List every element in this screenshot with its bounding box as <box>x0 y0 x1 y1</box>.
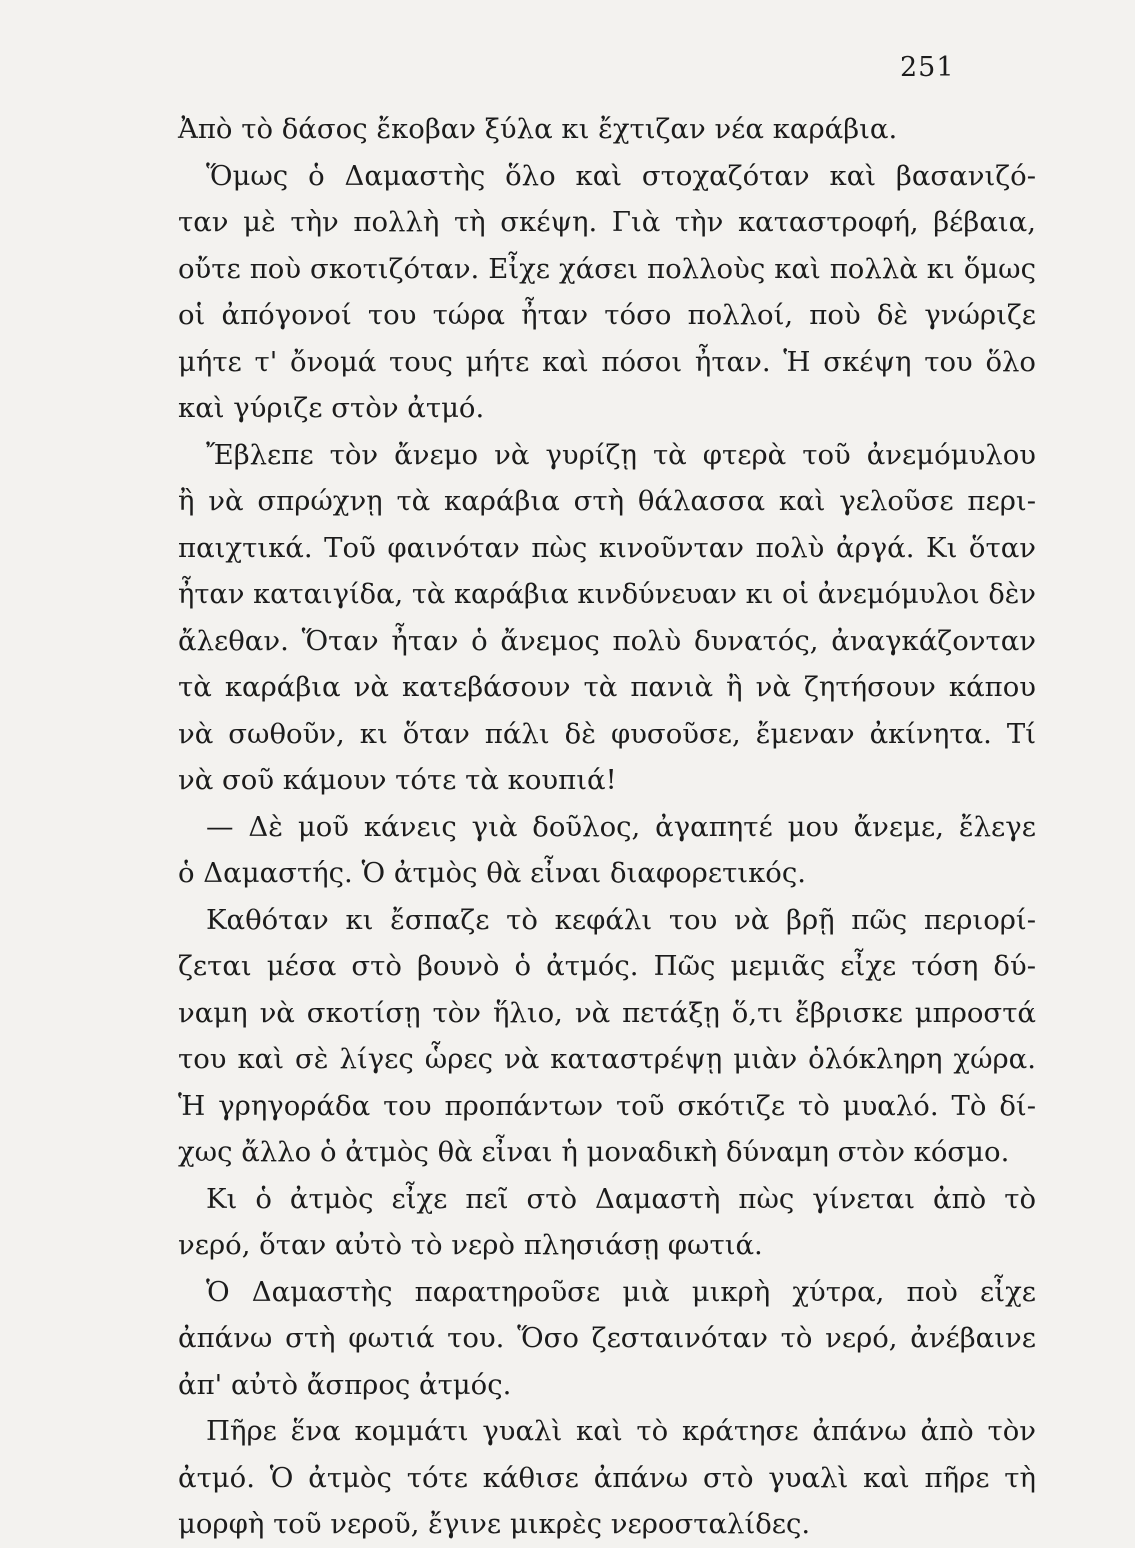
text-line: Καθόταν κι ἔσπαζε τὸ κεφάλι του νὰ βρῇ πῶς περιορί- <box>206 903 1036 936</box>
text-line: ἀπ' αὐτὸ ἄσπρος ἀτμός. <box>178 1368 512 1401</box>
text-line: καὶ γύριζε στὸν ἀτμό. <box>178 392 485 424</box>
text-line: μήτε τ' ὄνομά τους μήτε καὶ πόσοι ἦταν. Ἡ σκέψη του ὅλο <box>178 345 1036 378</box>
text-line: ὁ Δαμαστής. Ὁ ἀτμὸς θὰ εἶναι διαφορετικός. <box>178 857 806 889</box>
text-line: Ἔβλεπε τὸν ἄνεμο νὰ γυρίζῃ τὰ φτερὰ τοῦ ἀνεμόμυλου <box>206 438 1036 471</box>
text-line: Πῆρε ἕνα κομμάτι γυαλὶ καὶ τὸ κράτησε ἀπάνω ἀπὸ τὸν <box>206 1415 1036 1447</box>
text-line: ἀτμό. Ὁ ἀτμὸς τότε κάθισε ἀπάνω στὸ γυαλὶ καὶ πῆρε τὴ <box>178 1461 1036 1494</box>
text-line: ταν μὲ τὴν πολλὴ τὴ σκέψη. Γιὰ τὴν καταστροφή, βέβαια, <box>178 206 1036 238</box>
text-line: νὰ σοῦ κάμουν τότε τὰ κουπιά! <box>178 764 617 796</box>
text-line: νὰ σωθοῦν, κι ὅταν πάλι δὲ φυσοῦσε, ἔμεναν ἀκίνητα. Τί <box>178 717 1036 750</box>
text-line: Ὅμως ὁ Δαμαστὴς ὅλο καὶ στοχαζόταν καὶ βασανιζό- <box>206 159 1036 192</box>
text-line: του καὶ σὲ λίγες ὧρες νὰ καταστρέψῃ μιὰν ὁλόκληρη χώρα. <box>178 1043 1036 1075</box>
body-text <box>178 106 1036 1548</box>
text-line: τὰ καράβια νὰ κατεβάσουν τὰ πανιὰ ἢ νὰ ζητήσουν κάπου <box>178 671 1036 703</box>
text-line: Ὁ Δαμαστὴς παρατηροῦσε μιὰ μικρὴ χύτρα, ποὺ εἶχε <box>206 1275 1036 1308</box>
text-line: ἄλεθαν. Ὅταν ἦταν ὁ ἄνεμος πολὺ δυνατός, ἀναγκάζονταν <box>178 624 1036 657</box>
text-line: οἱ ἀπόγονοί του τώρα ἦταν τόσο πολλοί, ποὺ δὲ γνώριζε <box>178 299 1036 331</box>
page-number: 251 <box>900 52 955 83</box>
text-line: ἢ νὰ σπρώχνῃ τὰ καράβια στὴ θάλασσα καὶ γελοῦσε περι- <box>178 485 1036 517</box>
text-line: Ἡ γρηγοράδα του προπάντων τοῦ σκότιζε τὸ μυαλό. Τὸ δί- <box>178 1089 1036 1122</box>
text-line: — Δὲ μοῦ κάνεις γιὰ δοῦλος, ἀγαπητέ μου ἄνεμε, ἔλεγε <box>206 810 1036 843</box>
text-line: Ἀπὸ τὸ δάσος ἔκοβαν ξύλα κι ἔχτιζαν νέα καράβια. <box>178 113 898 145</box>
text-line: ζεται μέσα στὸ βουνὸ ὁ ἀτμός. Πῶς μεμιᾶς εἶχε τόση δύ- <box>178 950 1036 982</box>
text-line: νερό, ὅταν αὐτὸ τὸ νερὸ πλησιάσῃ φωτιά. <box>178 1229 763 1261</box>
text-line: Κι ὁ ἀτμὸς εἶχε πεῖ στὸ Δαμαστὴ πὼς γίνεται ἀπὸ τὸ <box>206 1182 1036 1215</box>
text-line: ἀπάνω στὴ φωτιά του. Ὅσο ζεσταινόταν τὸ νερό, ἀνέβαινε <box>178 1322 1036 1354</box>
text-line: ναμη νὰ σκοτίσῃ τὸν ἥλιο, νὰ πετάξῃ ὅ,τι ἔβρισκε μπροστά <box>178 996 1036 1029</box>
text-line: οὔτε ποὺ σκοτιζόταν. Εἶχε χάσει πολλοὺς καὶ πολλὰ κι ὅμως <box>178 252 1036 285</box>
text-line: παιχτικά. Τοῦ φαινόταν πὼς κινοῦνταν πολὺ ἀργά. Κι ὅταν <box>178 531 1036 564</box>
text-line: χως ἄλλο ὁ ἀτμὸς θὰ εἶναι ἡ μοναδικὴ δύναμη στὸν κόσμο. <box>178 1136 1010 1168</box>
text-line: ἦταν καταιγίδα, τὰ καράβια κινδύνευαν κι οἱ ἀνεμόμυλοι δὲν <box>178 578 1036 610</box>
text-line: μορφὴ τοῦ νεροῦ, ἔγινε μικρὲς νεροσταλίδες. <box>178 1508 811 1540</box>
